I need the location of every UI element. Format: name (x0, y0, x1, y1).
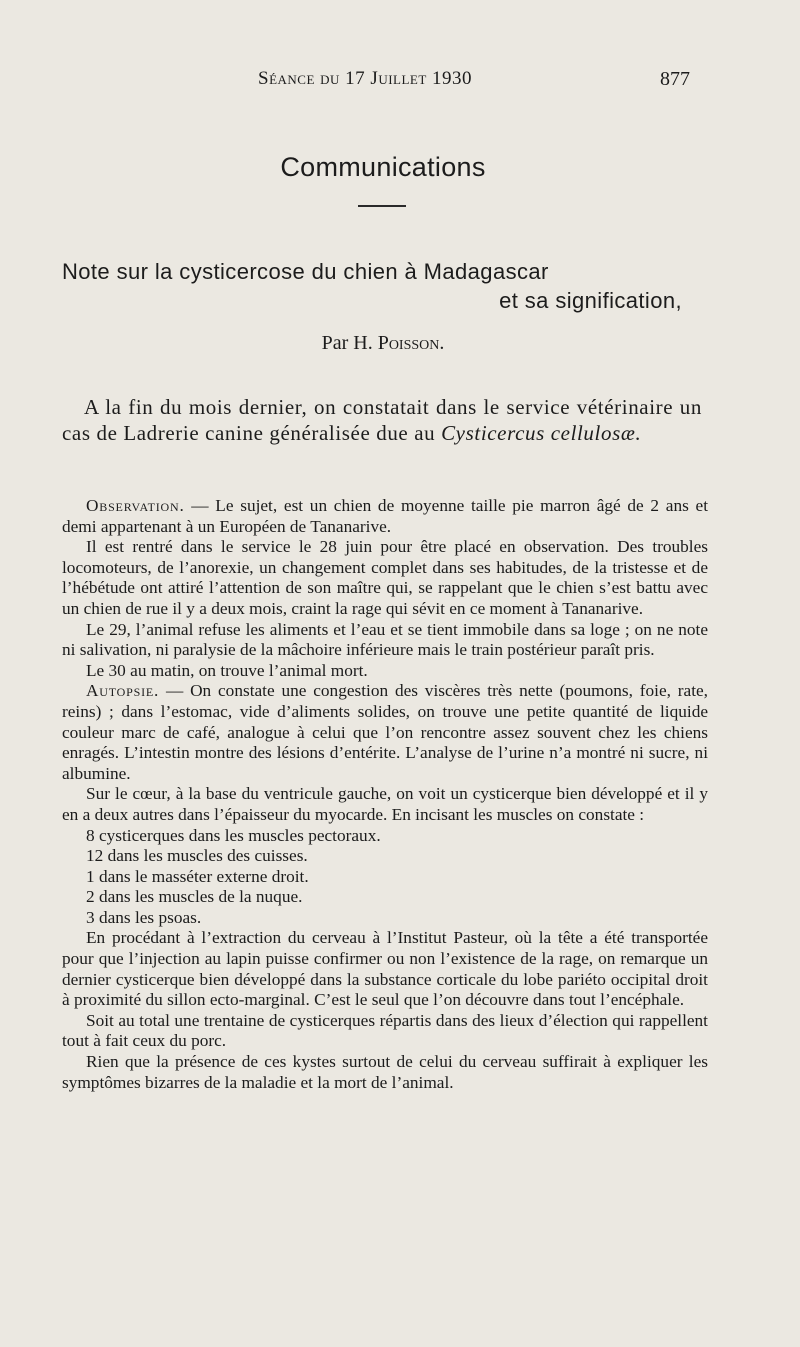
page-number: 877 (660, 68, 690, 90)
observation-text: — Le sujet, est un chien de moyenne taille pie marron âgé de 2 ans et demi appartenant à un Européen de Tananarive. (62, 496, 708, 536)
count-item: 8 cysticerques dans les muscles pectoraux. (86, 825, 381, 845)
title-rule (358, 205, 406, 207)
observation-label: Observation. (86, 496, 185, 515)
species-name: Cysticercus cellulosæ. (441, 421, 642, 445)
intro-text (62, 394, 702, 446)
byline-prefix: Par H. (321, 332, 378, 354)
count-item: 12 dans les muscles des cuisses. (86, 846, 308, 866)
paragraph-4: Le 30 au matin, on trouve l’animal mort. (86, 660, 368, 680)
observation-paragraph (62, 496, 708, 537)
byline-author: Poisson. (377, 332, 445, 354)
running-head (0, 68, 800, 98)
autopsy-text: — On constate une congestion des viscères très nette (poumons, foie, rate, reins) ; dans l’estomac, vide d’aliments solides, on trouve une petite quantité de liquide couleur marc de café, analogue à celui que l’on rencontre assez souvent chez les chiens enragés. L’intestin montre des lésions d’entérite. L’analyse de l’urine n’a montré ni sucre, ni albumine. (62, 681, 708, 783)
byline (0, 332, 766, 355)
intro-body: A la fin du mois dernier, on constatait dans le service vétérinaire un cas de Ladrerie canine généralisée due au (62, 395, 702, 445)
article-title-line-2: et sa signification, (499, 288, 682, 313)
paragraph-9: Rien que la présence de ces kystes surtout de celui du cerveau suffirait à expliquer les symptômes bizarres de la maladie et la mort de l’animal. (62, 1052, 708, 1092)
intro-paragraph (62, 394, 702, 446)
article-body (62, 496, 708, 1093)
paragraph-6: Sur le cœur, à la base du ventricule gauche, on voit un cysticerque bien développé et il y en a deux autres dans l’épaisseur du myocarde. En incisant les muscles on constate : (62, 784, 708, 824)
paragraph-2: Il est rentré dans le service le 28 juin pour être placé en observation. Des troubles locomoteurs, de l’anorexie, un changement complet dans ses habitudes, de la tristesse et de l’hébétude ont attiré l’attention de son maître qui, se rappelant que le chien s’est battu avec un chien de rue il y a deux mois, craint la rage qui sévit en ce moment à Tananarive. (62, 537, 708, 618)
running-title: Séance du 17 Juillet 1930 (258, 68, 473, 89)
count-item: 3 dans les psoas. (86, 907, 202, 927)
section-title: Communications (280, 152, 486, 182)
count-item: 1 dans le masséter externe droit. (86, 866, 309, 886)
article-title (62, 257, 682, 315)
autopsy-paragraph (62, 681, 708, 784)
count-item: 2 dans les muscles de la nuque. (86, 887, 303, 907)
autopsy-label: Autopsie. (86, 681, 160, 701)
paragraph-8: Soit au total une trentaine de cysticerques répartis dans des lieux d’élection qui rappellent tout à fait ceux du porc. (62, 1010, 708, 1051)
article-title-line-1: Note sur la cysticercose du chien à Madagascar (62, 259, 549, 284)
paragraph-3: Le 29, l’animal refuse les aliments et l’eau et se tient immobile dans sa loge ; on ne note ni salivation, ni paralysie de la mâchoire inférieure mais le train postérieur paraît pris. (62, 619, 708, 660)
paragraph-7: En procédant à l’extraction du cerveau à l’Institut Pasteur, où la tête a été transportée pour que l’injection au lapin puisse confirmer ou non l’existence de la rage, on remarque un dernier cysticerque bien développé dans la substance corticale du lobe pariéto occipital droit à proximité du sillon ecto-marginal. C’est le seul que l’on découvre dans tout l’encéphale. (62, 928, 708, 1010)
